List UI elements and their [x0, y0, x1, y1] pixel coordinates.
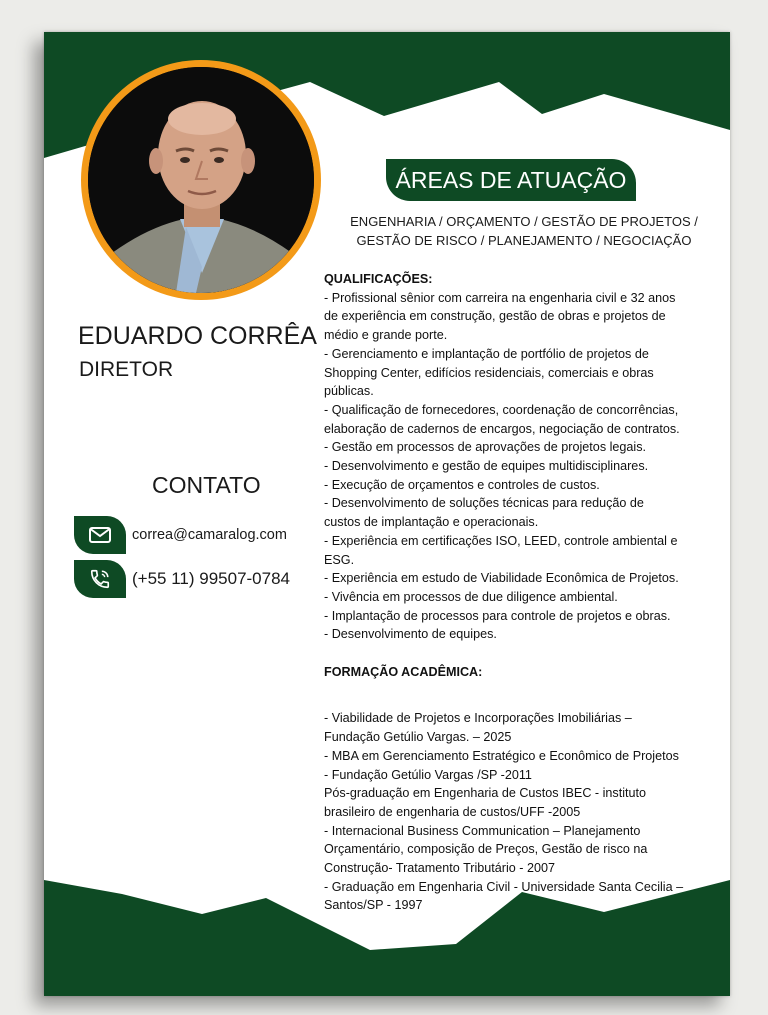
- qualificacao-line: médio e grande porte.: [324, 328, 448, 343]
- qualificacao-line: Shopping Center, edifícios residenciais, comerciais e obras: [324, 365, 654, 380]
- qualificacao-line: - Experiência em estudo de Viabilidade Econômica de Projetos.: [324, 571, 679, 586]
- formacao-line: - Internacional Business Communication – Planejamento: [324, 823, 641, 838]
- contact-title: CONTATO: [152, 472, 261, 498]
- qualificacao-line: custos de implantação e operacionais.: [324, 515, 539, 530]
- qualificacao-line: - Qualificação de fornecedores, coordenação de concorrências,: [324, 402, 679, 417]
- email-text[interactable]: correa@camaralog.com: [132, 527, 287, 543]
- qualificacao-line: ESG.: [324, 552, 355, 567]
- qualificacao-line: - Desenvolvimento de soluções técnicas para redução de: [324, 496, 644, 511]
- qualificacao-line: - Desenvolvimento e gestão de equipes multidisciplinares.: [324, 459, 649, 474]
- qualificacao-line: públicas.: [324, 384, 374, 399]
- section-spacer: [324, 644, 726, 663]
- contact-phone: [74, 560, 290, 598]
- formacao-line: Santos/SP - 1997: [324, 898, 423, 913]
- qualificacao-line: - Desenvolvimento de equipes.: [324, 627, 497, 642]
- areas-line: ENGENHARIA / ORÇAMENTO / GESTÃO DE PROJETOS /: [350, 214, 698, 229]
- qualificacao-line: - Gestão em processos de aprovações de projetos legais.: [324, 440, 647, 455]
- areas-line: GESTÃO DE RISCO / PLANEJAMENTO / NEGOCIAÇÃO: [356, 233, 692, 248]
- formacao-line: Orçamentário, composição de Preços, Gestão de risco na: [324, 842, 648, 857]
- qualificacao-line: de experiência em construção, gestão de obras e projetos de: [324, 309, 666, 324]
- qualificacoes-list: [324, 289, 726, 644]
- profile-photo: [88, 67, 314, 293]
- qualificacao-line: - Implantação de processos para controle de projetos e obras.: [324, 608, 671, 623]
- formacao-title: FORMAÇÃO ACADÊMICA:: [324, 664, 483, 679]
- formacao-line: - Graduação em Engenharia Civil - Universidade Santa Cecilia –: [324, 879, 684, 894]
- section-spacer: [324, 681, 726, 709]
- phone-icon: [74, 560, 126, 598]
- formacao-list: [324, 709, 726, 915]
- qualificacao-line: - Vivência em processos de due diligence ambiental.: [324, 589, 618, 604]
- formacao-line: - Fundação Getúlio Vargas /SP -2011: [324, 767, 532, 782]
- contact-email: [74, 516, 287, 554]
- areas-title-badge: ÁREAS DE ATUAÇÃO: [386, 159, 636, 201]
- formacao-line: - MBA em Gerenciamento Estratégico e Econômico de Projetos: [324, 748, 679, 763]
- qualificacao-line: elaboração de cadernos de encargos, negociação de contratos.: [324, 421, 680, 436]
- qualificacoes-title: QUALIFICAÇÕES:: [324, 272, 433, 286]
- phone-text[interactable]: (+55 11) 99507-0784: [132, 569, 291, 588]
- formacao-line: - Viabilidade de Projetos e Incorporações Imobiliárias –: [324, 711, 632, 726]
- formacao-line: brasileiro de engenharia de custos/UFF -2005: [324, 804, 581, 819]
- formacao-line: Construção- Tratamento Tributário - 2007: [324, 861, 555, 876]
- formacao-line: Fundação Getúlio Vargas. – 2025: [324, 730, 512, 745]
- qualificacao-line: - Execução de orçamentos e controles de custos.: [324, 477, 600, 492]
- qualificacao-line: - Experiência em certificações ISO, LEED, controle ambiental e: [324, 533, 678, 548]
- person-role: DIRETOR: [79, 358, 174, 381]
- qualificacao-line: - Gerenciamento e implantação de portfólio de projetos de: [324, 346, 649, 361]
- person-name: EDUARDO CORRÊA: [78, 322, 317, 350]
- formacao-line: Pós-graduação em Engenharia de Custos IBEC - instituto: [324, 786, 647, 801]
- profile-photo-frame: [81, 60, 321, 300]
- resume-body: [324, 270, 726, 915]
- areas-list: [334, 212, 714, 250]
- qualificacao-line: - Profissional sênior com carreira na engenharia civil e 32 anos: [324, 290, 676, 305]
- resume-page: [44, 32, 730, 996]
- portrait-illustration: [88, 67, 314, 293]
- envelope-icon: [74, 516, 126, 554]
